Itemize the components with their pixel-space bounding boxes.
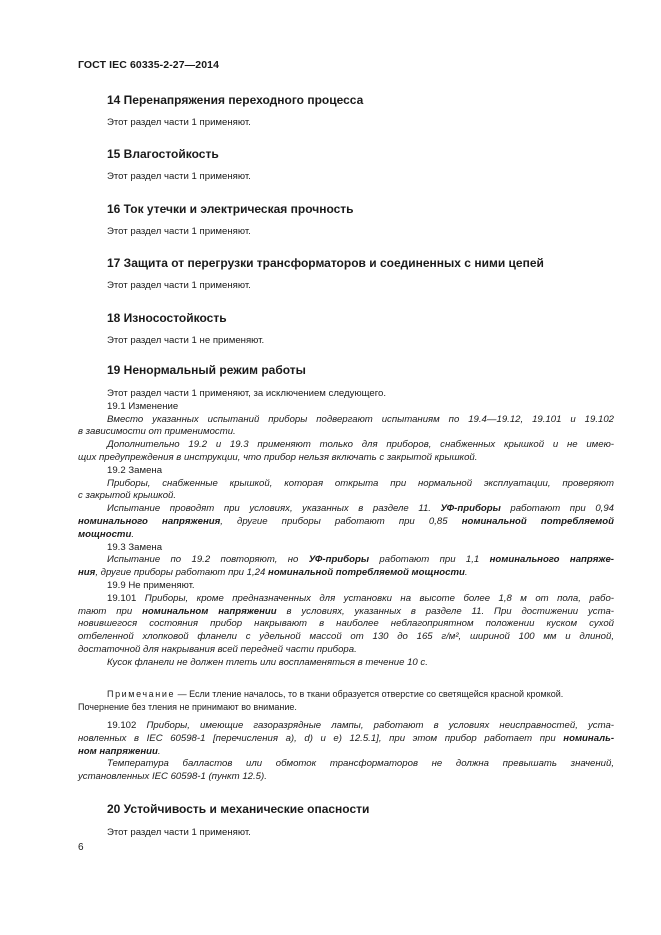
note-line	[78, 688, 614, 701]
s19-line: 19.9 Не применяют.	[107, 579, 195, 591]
s19-line	[78, 733, 614, 746]
s19-line: с закрытой крышкой.	[78, 490, 177, 502]
s19-text: 19.102	[107, 720, 137, 731]
defined-term: ном напряжении	[78, 745, 158, 757]
s19-text: 19.101	[107, 592, 137, 604]
note-line: Почернение без тления не принимают во внимание.	[78, 701, 297, 712]
s19-line	[78, 593, 614, 606]
section-14-text: Этот раздел части 1 применяют.	[107, 117, 251, 128]
s19-text: Испытание проводят при условиях, указанных в разделе 11.	[107, 503, 431, 515]
s19-line: Дополнительно 19.2 и 19.3 применяют только для приборов, снабженных крышкой и не имею-	[107, 439, 614, 451]
s19-line: 19.1 Изменение	[107, 400, 179, 412]
s19-line: достаточной для накрывания всей передней части прибора.	[78, 643, 357, 655]
section-19-title: 19 Ненормальный режим работы	[107, 363, 306, 377]
s19-text: в условиях, указанных в разделе 11. При достижении уста-	[286, 605, 614, 617]
defined-term: номинального напряже-	[489, 554, 615, 566]
defined-term: УФ-приборы	[308, 554, 370, 566]
section-19-body	[78, 388, 614, 670]
document-header: ГОСТ IEC 60335-2-27—2014	[78, 59, 220, 71]
defined-term: ния	[78, 567, 96, 579]
s19-text: , другие приборы работают при 0,85	[220, 515, 448, 527]
s19-line	[78, 720, 614, 733]
s19-text: тают при	[78, 605, 133, 617]
s19-line: 19.3 Замена	[107, 541, 163, 553]
section-17-title: 17 Защита от перегрузки трансформаторов и соединенных с ними цепей	[107, 256, 544, 270]
defined-term: УФ-приборы	[440, 503, 501, 515]
section-20-text: Этот раздел части 1 применяют.	[107, 827, 251, 838]
s19-text: .	[131, 528, 134, 540]
s19-text: Испытание по 19.2 повторяют, но	[107, 554, 299, 566]
section-19-body-cont	[78, 720, 614, 784]
s19-line: Кусок фланели не должен тлеть или воспламеняться в течение 10 с.	[107, 656, 428, 668]
defined-term: мощности	[78, 528, 132, 540]
s19-line	[78, 567, 614, 580]
section-18-title: 18 Износостойкость	[107, 311, 227, 325]
s19-line: щих предупреждения в инструкции, что прибор нельзя включать с закрытой крышкой.	[78, 451, 478, 463]
s19-line: отбеленной хлопковой фланели с удельной массой от 130 до 165 г/м², шириной 100 мм и длиной,	[78, 631, 614, 643]
s19-line: 19.2 Замена	[107, 464, 163, 476]
defined-term: номинального напряжения	[78, 515, 221, 527]
section-16-text: Этот раздел части 1 применяют.	[107, 226, 251, 237]
section-15-title: 15 Влагостойкость	[107, 147, 219, 161]
s19-text: .	[157, 745, 161, 757]
s19-text: Приборы, имеющие газоразрядные лампы, работают в условиях неисправностей, уста-	[146, 720, 614, 731]
s19-line: Этот раздел части 1 применяют, за исключением следующего.	[107, 388, 387, 399]
s19-text: .	[464, 567, 468, 579]
s19-line: в зависимости от применимости.	[78, 426, 236, 438]
defined-term: номиналь-	[563, 732, 615, 744]
s19-line	[78, 606, 614, 619]
s19-line	[78, 503, 614, 516]
note-label: Примечание	[107, 689, 176, 699]
s19-line: Вместо указанных испытаний приборы подвергают испытаниям по 19.4—19.12, 19.101 и 19.102	[107, 413, 614, 425]
section-17-text: Этот раздел части 1 применяют.	[107, 280, 251, 291]
s19-text: работают при 1,1	[379, 554, 480, 566]
s19-text: , другие приборы работают при 1,24	[95, 567, 266, 579]
section-14-title: 14 Перенапряжения переходного процесса	[107, 93, 364, 107]
s19-line	[78, 516, 614, 529]
s19-line	[78, 554, 614, 567]
s19-line: новившегося состояния прибор накрывают в наиболее неблагоприятном положении куском сухой	[78, 618, 614, 630]
note-text: — Если тление началось, то в ткани образуется отверстие со светящейся красной кромкой.	[175, 689, 564, 699]
s19-line: Температура балластов или обмоток трансформаторов не должна превышать значений,	[107, 758, 614, 770]
defined-term: номинальной потребляемой мощности	[268, 567, 465, 579]
defined-term: номинальном напряжении	[142, 605, 277, 617]
section-15-text: Этот раздел части 1 применяют.	[107, 171, 251, 182]
section-18-text: Этот раздел части 1 не применяют.	[107, 335, 265, 346]
page-number: 6	[78, 842, 84, 853]
s19-text: работают при 0,94	[510, 503, 614, 515]
section-16-title: 16 Ток утечки и электрическая прочность	[107, 202, 354, 216]
s19-line: Приборы, снабженные крышкой, которая открыта при нормальной эксплуатации, проверяют	[107, 477, 614, 489]
note	[78, 688, 614, 714]
s19-line	[78, 529, 614, 542]
s19-line: установленных IEC 60598-1 (пункт 12.5).	[78, 771, 267, 783]
s19-text: Приборы, кроме предназначенных для установки на высоте более 1,8 м от пола, рабо-	[144, 592, 614, 604]
defined-term: номинальной потребляемой	[461, 515, 614, 527]
section-20-title: 20 Устойчивость и механические опасности	[107, 802, 370, 816]
s19-text: новленных в IEC 60598-1 [перечисления a), d) и e) 12.5.1], при этом прибор работает при	[78, 732, 556, 744]
s19-line	[78, 746, 614, 759]
